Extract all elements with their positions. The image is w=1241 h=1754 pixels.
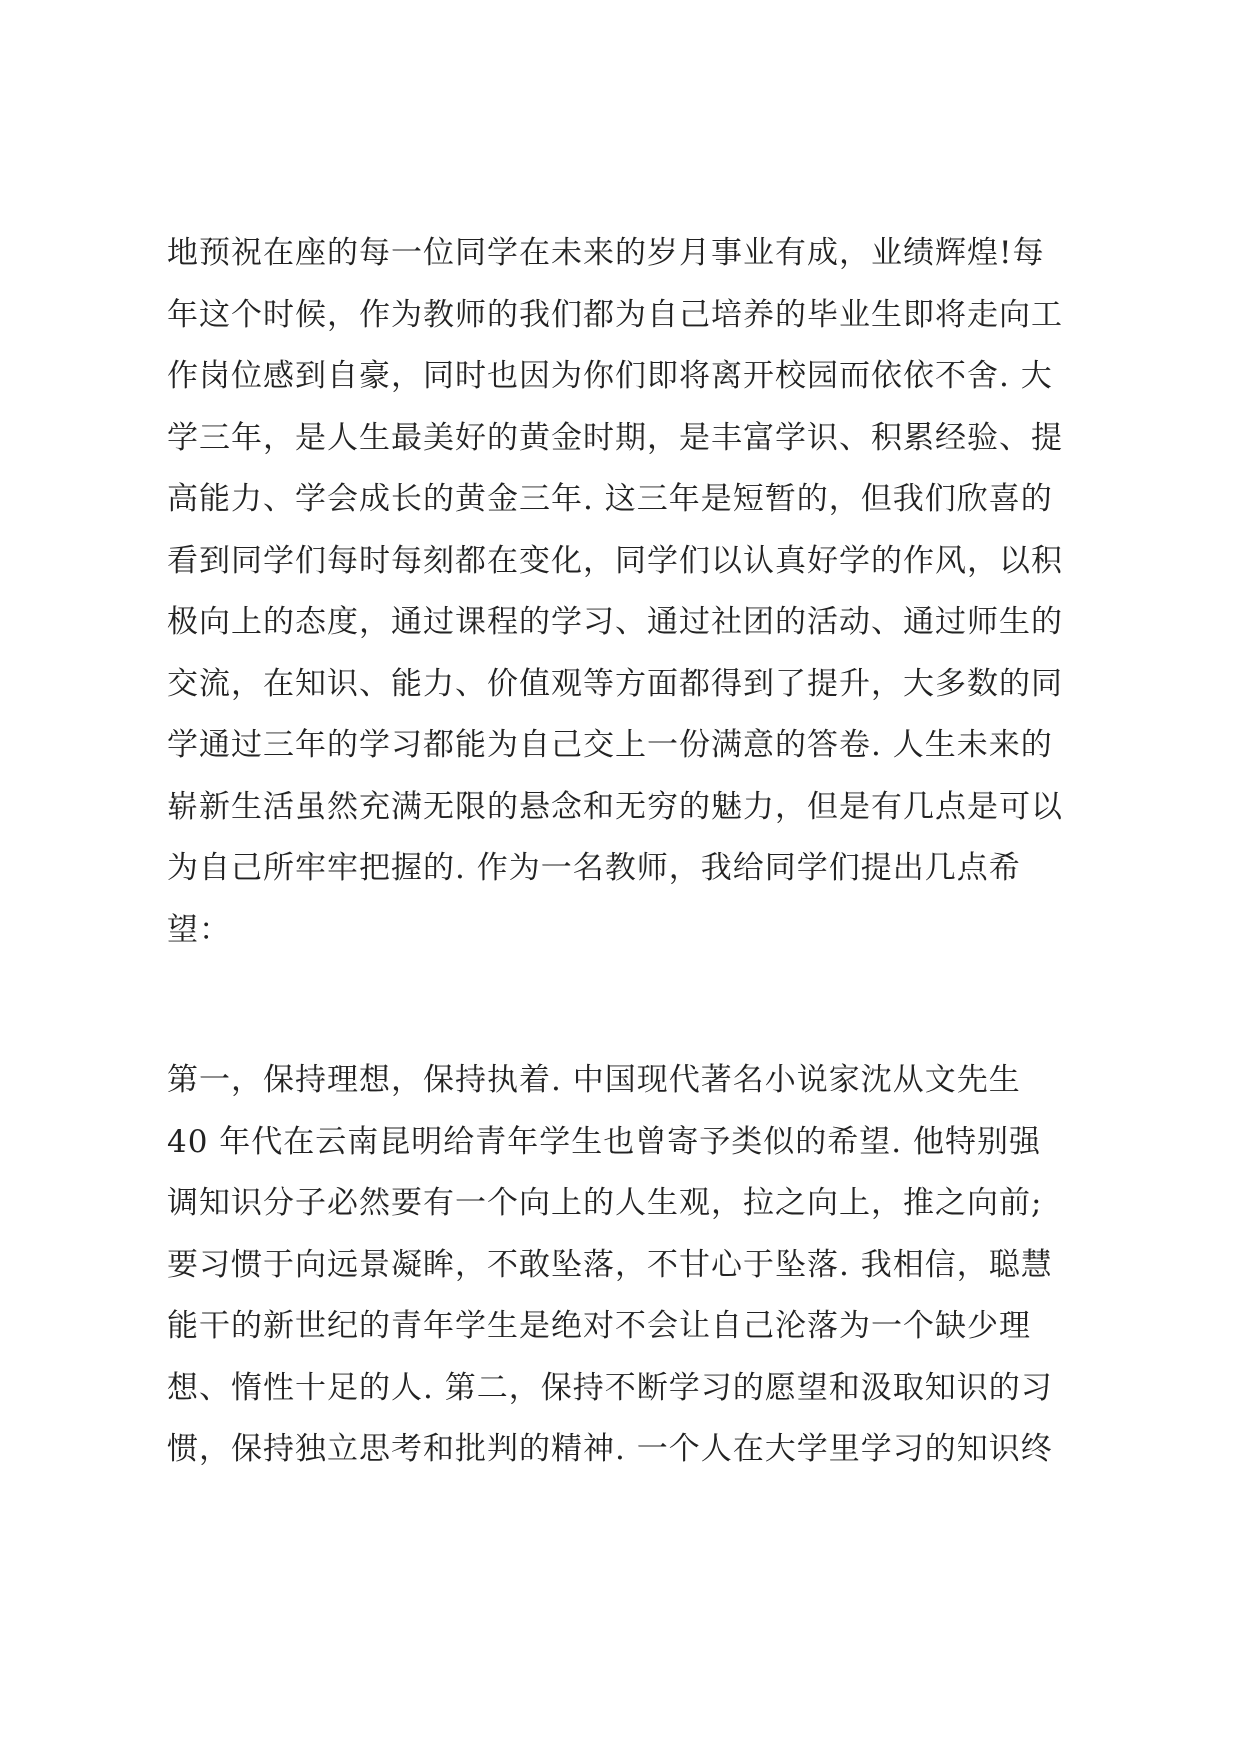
text-line: 望： <box>167 911 231 948</box>
text-line: 第一，保持理想，保持执着. 中国现代著名小说家沈从文先生 <box>167 1062 1021 1098</box>
text-line: 作岗位感到自豪，同时也因为你们即将离开校园而依依不舍. 大 <box>167 358 1053 394</box>
text-line: 能干的新世纪的青年学生是绝对不会让自己沦落为一个缺少理 <box>167 1308 1031 1344</box>
text-line: 学通过三年的学习都能为自己交上一份满意的答卷. 人生未来的 <box>167 727 1053 763</box>
text-line: 年这个时候，作为教师的我们都为自己培养的毕业生即将走向工 <box>167 296 1063 333</box>
text-line: 40 年代在云南昆明给青年学生也曾寄予类似的希望. 他特别强 <box>167 1123 1042 1160</box>
text-line: 惯，保持独立思考和批判的精神. 一个人在大学里学习的知识终 <box>167 1431 1053 1467</box>
text-line: 想、惰性十足的人. 第二，保持不断学习的愿望和汲取知识的习 <box>167 1369 1053 1406</box>
text-line: 崭新生活虽然充满无限的悬念和无穷的魅力，但是有几点是可以 <box>167 788 1063 825</box>
text-line: 为自己所牢牢把握的. 作为一名教师，我给同学们提出几点希 <box>167 850 1021 886</box>
text-line: 交流，在知识、能力、价值观等方面都得到了提升，大多数的同 <box>167 665 1063 702</box>
text-line: 极向上的态度，通过课程的学习、通过社团的活动、通过师生的 <box>167 604 1063 640</box>
text-line: 高能力、学会成长的黄金三年. 这三年是短暂的，但我们欣喜的 <box>167 481 1053 517</box>
text-line: 调知识分子必然要有一个向上的人生观，拉之向上，推之向前; <box>167 1185 1043 1221</box>
paragraph-2 <box>167 1050 1097 1481</box>
paragraph-1 <box>167 223 1097 961</box>
text-line: 看到同学们每时每刻都在变化，同学们以认真好学的作风，以积 <box>167 542 1063 579</box>
text-line: 学三年，是人生最美好的黄金时期，是丰富学识、积累经验、提 <box>167 419 1063 456</box>
text-line: 要习惯于向远景凝眸，不敢坠落，不甘心于坠落. 我相信，聪慧 <box>167 1246 1053 1283</box>
text-line: 地预祝在座的每一位同学在未来的岁月事业有成，业绩辉煌!每 <box>167 235 1045 271</box>
